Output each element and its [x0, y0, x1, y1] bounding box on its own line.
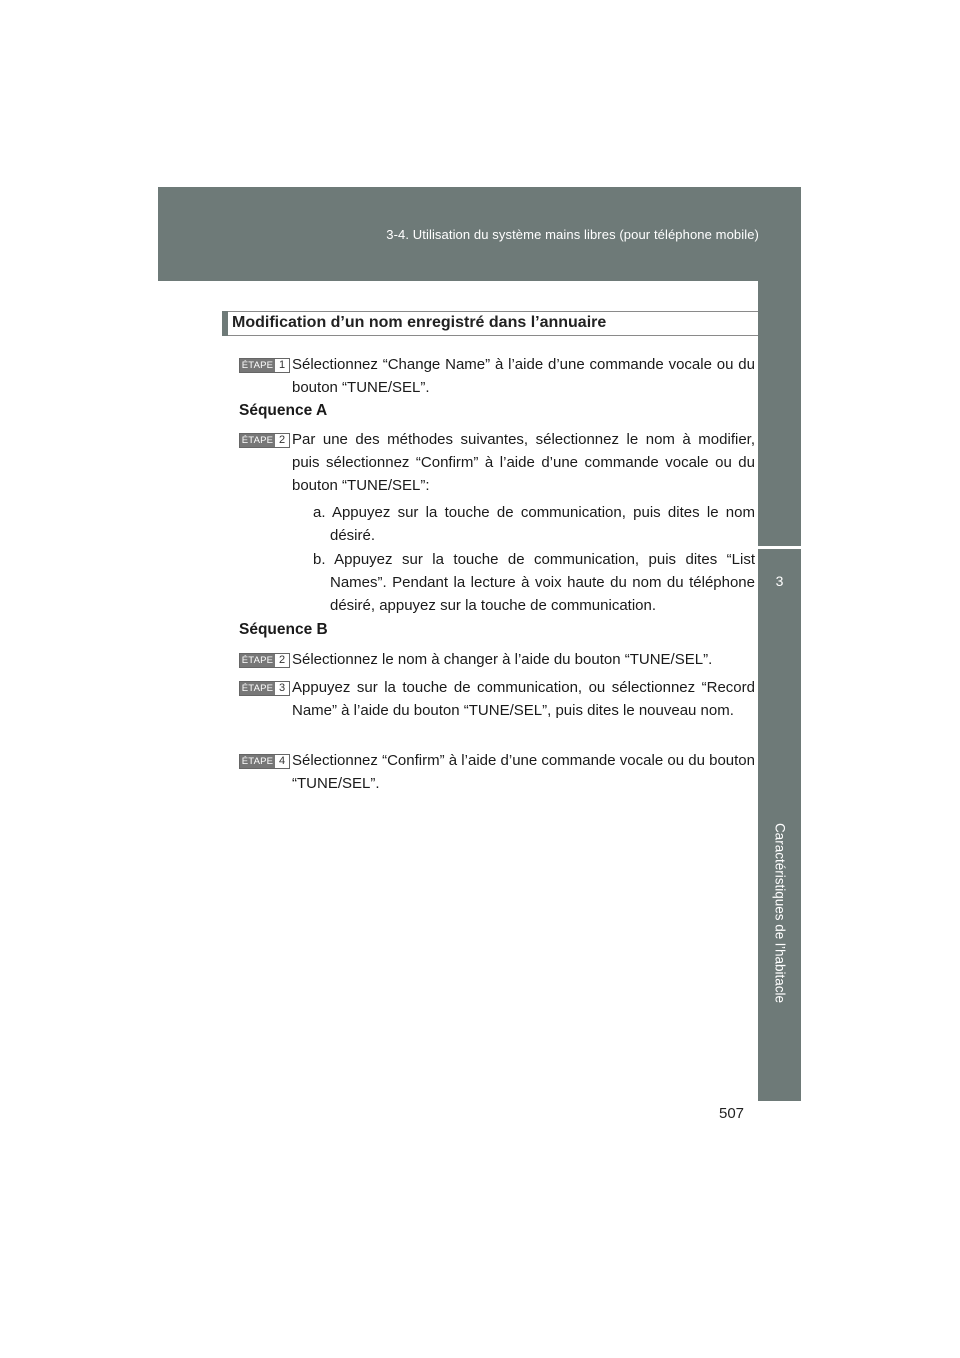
step-badge-2b — [239, 653, 290, 668]
section-heading-text: Modification d’un nom enregistré dans l’annuaire — [232, 314, 607, 331]
sequence-a-title: Séquence A — [239, 402, 328, 419]
step-badge-label: ÉTAPE — [241, 435, 274, 446]
sub-item-a: a. Appuyez sur la touche de communication, puis dites le nom désiré. — [313, 504, 755, 544]
header-title: 3-4. Utilisation du système mains libres (pour téléphone mobile) — [386, 227, 759, 242]
step-badge-label: ÉTAPE — [241, 756, 274, 767]
step-badge-number: 3 — [275, 682, 289, 695]
step-3-text: Appuyez sur la touche de communication, ou sélectionnez “Record Name” à l’aide du bouton “TUNE/SEL”, puis dites le nouveau nom. — [292, 679, 755, 719]
header-band — [158, 187, 801, 281]
step-2b-text: Sélectionnez le nom à changer à l’aide du bouton “TUNE/SEL”. — [292, 651, 713, 668]
sequence-b-title: Séquence B — [239, 621, 328, 638]
tab-divider — [758, 546, 801, 549]
chapter-side-tab — [758, 281, 801, 1101]
step-badge-number: 4 — [275, 755, 289, 768]
sub-item-b: b. Appuyez sur la touche de communication, puis dites “List Names”. Pendant la lecture à voix haute du nom du téléphone désiré, appuyez sur la touche de communication. — [313, 551, 755, 614]
step-badge-4 — [239, 754, 290, 769]
step-badge-number: 2 — [275, 434, 289, 447]
step-badge-label: ÉTAPE — [241, 360, 274, 371]
step-badge-number: 2 — [275, 654, 289, 667]
step-1-text: Sélectionnez “Change Name” à l’aide d’une commande vocale ou du bouton “TUNE/SEL”. — [292, 356, 755, 396]
step-badge-3 — [239, 681, 290, 696]
step-badge-2a — [239, 433, 290, 448]
heading-accent-bar — [222, 311, 228, 336]
page-number: 507 — [719, 1105, 745, 1122]
step-4-text: Sélectionnez “Confirm” à l’aide d’une commande vocale ou du bouton “TUNE/SEL”. — [292, 752, 755, 792]
step-badge-number: 1 — [275, 359, 289, 372]
step-badge-label: ÉTAPE — [241, 655, 274, 666]
chapter-label: Caractéristiques de l’habitacle — [772, 822, 788, 1004]
step-badge-label: ÉTAPE — [241, 683, 274, 694]
step-2a-text: Par une des méthodes suivantes, sélectionnez le nom à modifier, puis sélectionnez “Confirm” à l’aide d’une commande vocale ou du bouton “TUNE/SEL”: — [292, 431, 755, 494]
chapter-number: 3 — [775, 573, 784, 589]
section-heading — [222, 311, 758, 336]
step-badge-1 — [239, 358, 290, 373]
